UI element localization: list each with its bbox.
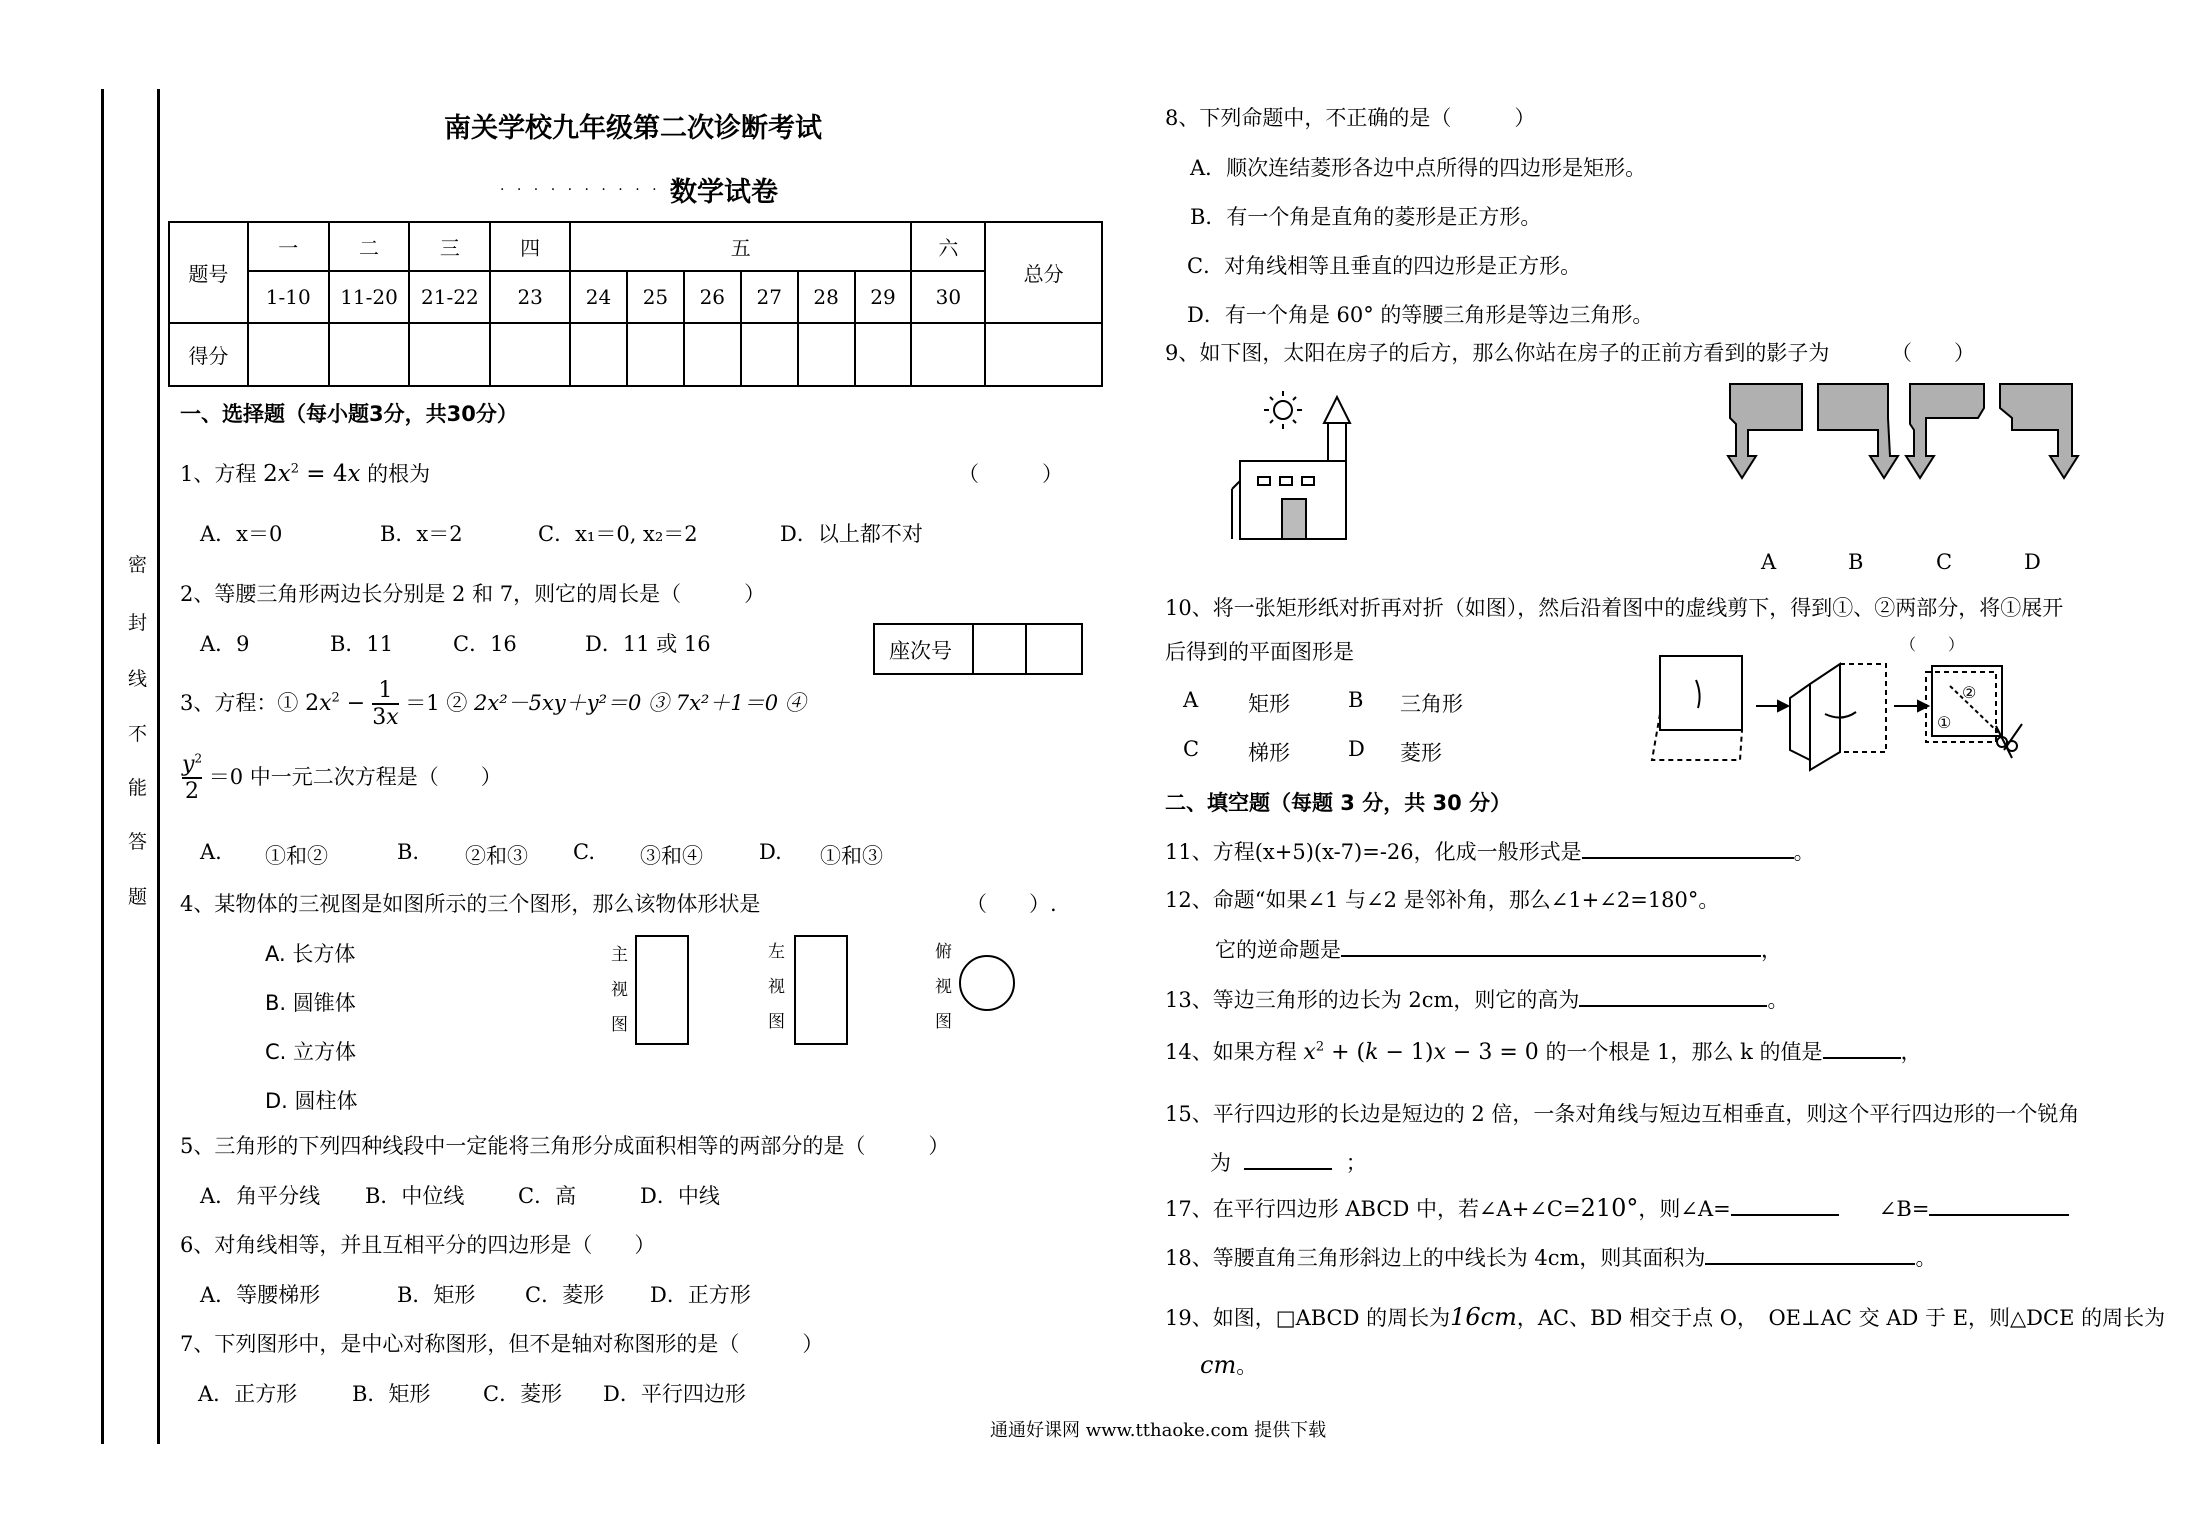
q6-option-c[interactable]: C．菱形 — [525, 1283, 605, 1307]
q19-line2: cm。 — [1200, 1351, 1258, 1379]
total-header: 总分 — [985, 222, 1102, 323]
paper-fold-figure — [1650, 650, 2030, 775]
number-cell: 28 — [798, 271, 855, 323]
score-cell[interactable] — [684, 323, 741, 386]
q5-option-b[interactable]: B．中位线 — [365, 1184, 465, 1208]
shadow-d — [2000, 384, 2078, 478]
q3-option-a-label[interactable]: A. — [200, 840, 222, 864]
q4-option-c[interactable]: C. 立方体 — [265, 1040, 357, 1064]
side-view-label: 左 视 图 — [768, 942, 785, 1032]
seal-char: 不 — [128, 723, 148, 745]
q15-blank[interactable] — [1244, 1168, 1332, 1170]
mark-1: ① — [1937, 713, 1952, 732]
q1-equation: $2x^2 = 4x$ — [263, 461, 361, 487]
section-header: 四 — [490, 222, 570, 271]
score-cell[interactable] — [798, 323, 855, 386]
q10-option-d-text[interactable]: 菱形 — [1400, 741, 1442, 765]
number-cell: 23 — [490, 271, 570, 323]
q3-option-c-text[interactable]: ③和④ — [640, 844, 703, 868]
q5-option-c[interactable]: C．高 — [518, 1184, 577, 1208]
q12-line2: 它的逆命题是 ， — [1215, 938, 1782, 962]
q4-stem: 4、某物体的三视图是如图所示的三个图形，那么该物体形状是 — [180, 892, 761, 916]
q17-blank-b[interactable] — [1929, 1214, 2069, 1216]
house-sun-figure — [1230, 385, 1360, 545]
q5-option-d[interactable]: D．中线 — [640, 1184, 720, 1208]
q12-stem: 12、命题“如果∠1 与∠2 是邻补角，那么∠1+∠2=180°。 — [1165, 888, 1720, 912]
q7-option-d[interactable]: D．平行四边形 — [603, 1382, 746, 1406]
q10-option-d-label[interactable]: D — [1348, 737, 1365, 761]
q9-stem: 9、如下图，太阳在房子的后方，那么你站在房子的正前方看到的影子为 — [1165, 341, 1830, 365]
q1-option-d[interactable]: D．以上都不对 — [780, 522, 923, 546]
number-cell: 27 — [741, 271, 798, 323]
score-cell[interactable] — [855, 323, 912, 386]
q19-value: 16cm — [1450, 1303, 1517, 1331]
q3-option-b-text[interactable]: ②和③ — [465, 844, 528, 868]
part2-heading: 二、填空题（每题 3 分，共 30 分） — [1165, 791, 1512, 815]
q13-blank[interactable] — [1579, 1005, 1767, 1007]
q8-option-c[interactable]: C．对角线相等且垂直的四边形是正方形。 — [1187, 254, 1582, 278]
front-view-rect — [635, 935, 689, 1045]
number-cell: 30 — [911, 271, 985, 323]
q9-label-a: A — [1761, 550, 1777, 574]
q18-blank[interactable] — [1705, 1263, 1915, 1265]
q19-stem: 19、如图，□ABCD 的周长为16cm，AC、BD 相交于点 O， OE⊥AC 交 AD 于 E，则△DCE 的周长为 — [1165, 1303, 2166, 1331]
q2-option-a[interactable]: A．9 — [200, 632, 250, 656]
q7-option-c[interactable]: C．菱形 — [483, 1382, 563, 1406]
sun-icon — [1264, 391, 1302, 429]
q9-label-b: B — [1848, 550, 1864, 574]
number-cell: 21-22 — [409, 271, 490, 323]
score-cell[interactable] — [248, 323, 329, 386]
score-table — [168, 221, 1103, 387]
seal-char: 题 — [128, 886, 148, 908]
seat-divider — [1025, 625, 1027, 673]
q14-equation: $x^2 + (k - 1)x - 3 = 0$ — [1303, 1039, 1539, 1065]
q6-option-a[interactable]: A．等腰梯形 — [200, 1283, 321, 1307]
q2-option-d[interactable]: D．11 或 16 — [585, 632, 711, 656]
q9-label-c: C — [1936, 550, 1953, 574]
q15-stem: 15、平行四边形的长边是短边的 2 倍，一条对角线与短边互相垂直，则这个平行四边形的一个锐角 — [1165, 1102, 2080, 1126]
q4-option-a[interactable]: A. 长方体 — [265, 942, 356, 966]
q18-stem: 18、等腰直角三角形斜边上的中线长为 4cm，则其面积为 。 — [1165, 1246, 1937, 1270]
q14-blank[interactable] — [1823, 1057, 1901, 1059]
q1-option-c[interactable]: C．x₁＝0, x₂＝2 — [538, 522, 698, 546]
q10-paren: （ ） — [1900, 635, 1965, 654]
q10-option-c-label[interactable]: C — [1183, 737, 1200, 761]
q10-option-a-label[interactable]: A — [1183, 688, 1199, 712]
q6-stem: 6、对角线相等，并且互相平分的四边形是（ ） — [180, 1233, 656, 1257]
q17-angle: 210° — [1580, 1194, 1639, 1222]
house-icon — [1232, 397, 1350, 539]
q3-stem — [180, 678, 806, 731]
exam-subtitle: 数学试卷 — [670, 177, 778, 208]
q1-stem — [180, 458, 430, 488]
score-cell[interactable] — [985, 323, 1102, 386]
number-cell: 1-10 — [248, 271, 329, 323]
seat-divider — [972, 625, 974, 673]
q8-option-d[interactable]: D．有一个角是 60° 的等腰三角形是等边三角形。 — [1187, 303, 1654, 327]
q3-option-b-label[interactable]: B. — [397, 840, 420, 864]
seal-char: 线 — [128, 668, 148, 690]
score-cell[interactable] — [570, 323, 627, 386]
q10-stem: 10、将一张矩形纸对折再对折（如图），然后沿着图中的虚线剪下，得到①、②两部分，将①展开 — [1165, 596, 2064, 620]
shadow-options-figure — [1720, 378, 2080, 483]
q3-prefix: 3、方程：① — [180, 690, 299, 715]
row-label-score: 得分 — [169, 323, 248, 386]
q3-option-a-text[interactable]: ①和② — [265, 844, 328, 868]
q3-line2 — [182, 752, 502, 805]
q10-option-b-label[interactable]: B — [1348, 688, 1364, 712]
q3-line2-text: ＝0 中一元二次方程是（ ） — [208, 764, 502, 789]
seal-char: 封 — [128, 612, 148, 634]
number-cell: 25 — [627, 271, 684, 323]
seat-number-box — [873, 623, 1083, 675]
title-dots: . . . . . . . . . . . — [500, 178, 678, 194]
section-header: 三 — [409, 222, 490, 271]
score-cell[interactable] — [911, 323, 985, 386]
q6-option-d[interactable]: D．正方形 — [650, 1283, 751, 1307]
number-cell: 26 — [684, 271, 741, 323]
q8-option-a[interactable]: A．顺次连结菱形各边中点所得的四边形是矩形。 — [1190, 156, 1647, 180]
score-cell[interactable] — [741, 323, 798, 386]
q1-prefix: 1、方程 — [180, 462, 257, 486]
q13-stem: 13、等边三角形的边长为 2cm，则它的高为 。 — [1165, 988, 1789, 1012]
q3-eq1: $2x^2$ − — [305, 690, 373, 716]
mark-2: ② — [1962, 683, 1977, 702]
shadow-b — [1818, 384, 1898, 478]
q3-fraction: $\frac{1}{3x}$ — [372, 678, 399, 731]
q3-option-d-text[interactable]: ①和③ — [820, 844, 883, 868]
q2-stem: 2、等腰三角形两边长分别是 2 和 7，则它的周长是（ ） — [180, 582, 766, 606]
q8-stem: 8、下列命题中，不正确的是（ ） — [1165, 106, 1536, 130]
shadow-c — [1906, 384, 1984, 478]
score-cell[interactable] — [490, 323, 570, 386]
part1-heading: 一、选择题（每小题3分，共30分） — [180, 402, 518, 426]
q3-option-d-label[interactable]: D. — [759, 840, 782, 864]
section-header: 五 — [570, 222, 911, 271]
q15-line2: 为 ； — [1210, 1151, 1367, 1175]
q6-option-b[interactable]: B．矩形 — [397, 1283, 476, 1307]
q11-stem: 11、方程(x+5)(x-7)=-26，化成一般形式是 。 — [1165, 840, 1815, 864]
number-cell: 24 — [570, 271, 627, 323]
q4-paren: （ ）. — [966, 892, 1057, 916]
q10-option-c-text[interactable]: 梯形 — [1248, 741, 1290, 765]
exam-title: 南关学校九年级第二次诊断考试 — [444, 113, 822, 144]
q3-eq1-tail: ＝1 ② — [405, 690, 468, 715]
q5-option-a[interactable]: A．角平分线 — [200, 1184, 321, 1208]
section-header: 一 — [248, 222, 329, 271]
q9-label-d: D — [2024, 550, 2041, 574]
margin-line-outer — [101, 89, 104, 1444]
q10-option-b-text[interactable]: 三角形 — [1400, 692, 1463, 716]
q3-eq2: 2x²－5xy＋y²＝0 ③ 7x²＋1＝0 ④ — [474, 690, 806, 715]
row-label-number: 题号 — [169, 222, 248, 323]
q4-option-b[interactable]: B. 圆锥体 — [265, 991, 356, 1015]
q10-line2: 后得到的平面图形是 — [1165, 640, 1354, 664]
q10-option-a-text[interactable]: 矩形 — [1248, 692, 1290, 716]
q17-stem: 17、在平行四边形 ABCD 中，若∠A+∠C=210°，则∠A= ∠B= — [1165, 1193, 2069, 1223]
seat-label: 座次号 — [889, 639, 952, 663]
q12-blank[interactable] — [1341, 955, 1761, 957]
section-header: 二 — [329, 222, 410, 271]
seal-char: 能 — [128, 777, 148, 799]
shadow-a — [1728, 384, 1802, 478]
q8-option-b[interactable]: B．有一个角是直角的菱形是正方形。 — [1190, 205, 1542, 229]
q5-stem: 5、三角形的下列四种线段中一定能将三角形分成面积相等的两部分的是（ ） — [180, 1134, 950, 1158]
score-cell[interactable] — [329, 323, 410, 386]
number-cell: 11-20 — [329, 271, 410, 323]
number-cell: 29 — [855, 271, 912, 323]
q2-option-c[interactable]: C．16 — [453, 632, 517, 656]
q1-option-b[interactable]: B．x＝2 — [380, 522, 463, 546]
section-header: 六 — [911, 222, 985, 271]
seal-char: 答 — [128, 831, 148, 853]
q7-stem: 7、下列图形中，是中心对称图形，但不是轴对称图形的是（ ） — [180, 1332, 824, 1356]
seal-char: 密 — [128, 554, 148, 576]
q1-option-a[interactable]: A．x＝0 — [200, 522, 283, 546]
score-cell[interactable] — [409, 323, 490, 386]
q7-option-b[interactable]: B．矩形 — [352, 1382, 431, 1406]
q9-paren: （ ） — [1891, 341, 1975, 365]
q4-option-d[interactable]: D. 圆柱体 — [265, 1089, 358, 1113]
top-view-label: 俯 视 图 — [935, 942, 952, 1032]
score-cell[interactable] — [627, 323, 684, 386]
q2-option-b[interactable]: B．11 — [330, 632, 394, 656]
q14-stem: 14、如果方程 $x^2 + (k - 1)x - 3 = 0$ 的一个根是 1，那么 k 的值是 ， — [1165, 1039, 1922, 1065]
q1-suffix: 的根为 — [367, 462, 431, 486]
front-view-label: 主 视 图 — [611, 945, 628, 1035]
top-view-circle — [959, 955, 1015, 1011]
q11-blank[interactable] — [1582, 857, 1794, 859]
q3-fraction2: $\frac{y^2}{2}$ — [182, 751, 203, 805]
q7-option-a[interactable]: A．正方形 — [198, 1382, 298, 1406]
q3-option-c-label[interactable]: C. — [573, 840, 595, 864]
margin-line-inner — [157, 89, 160, 1444]
q1-paren: （ ） — [958, 462, 1063, 486]
side-view-rect — [794, 935, 848, 1045]
q17-blank-a[interactable] — [1731, 1214, 1839, 1216]
footer-text: 通通好课网 www.tthaoke.com 提供下载 — [990, 1420, 1327, 1441]
